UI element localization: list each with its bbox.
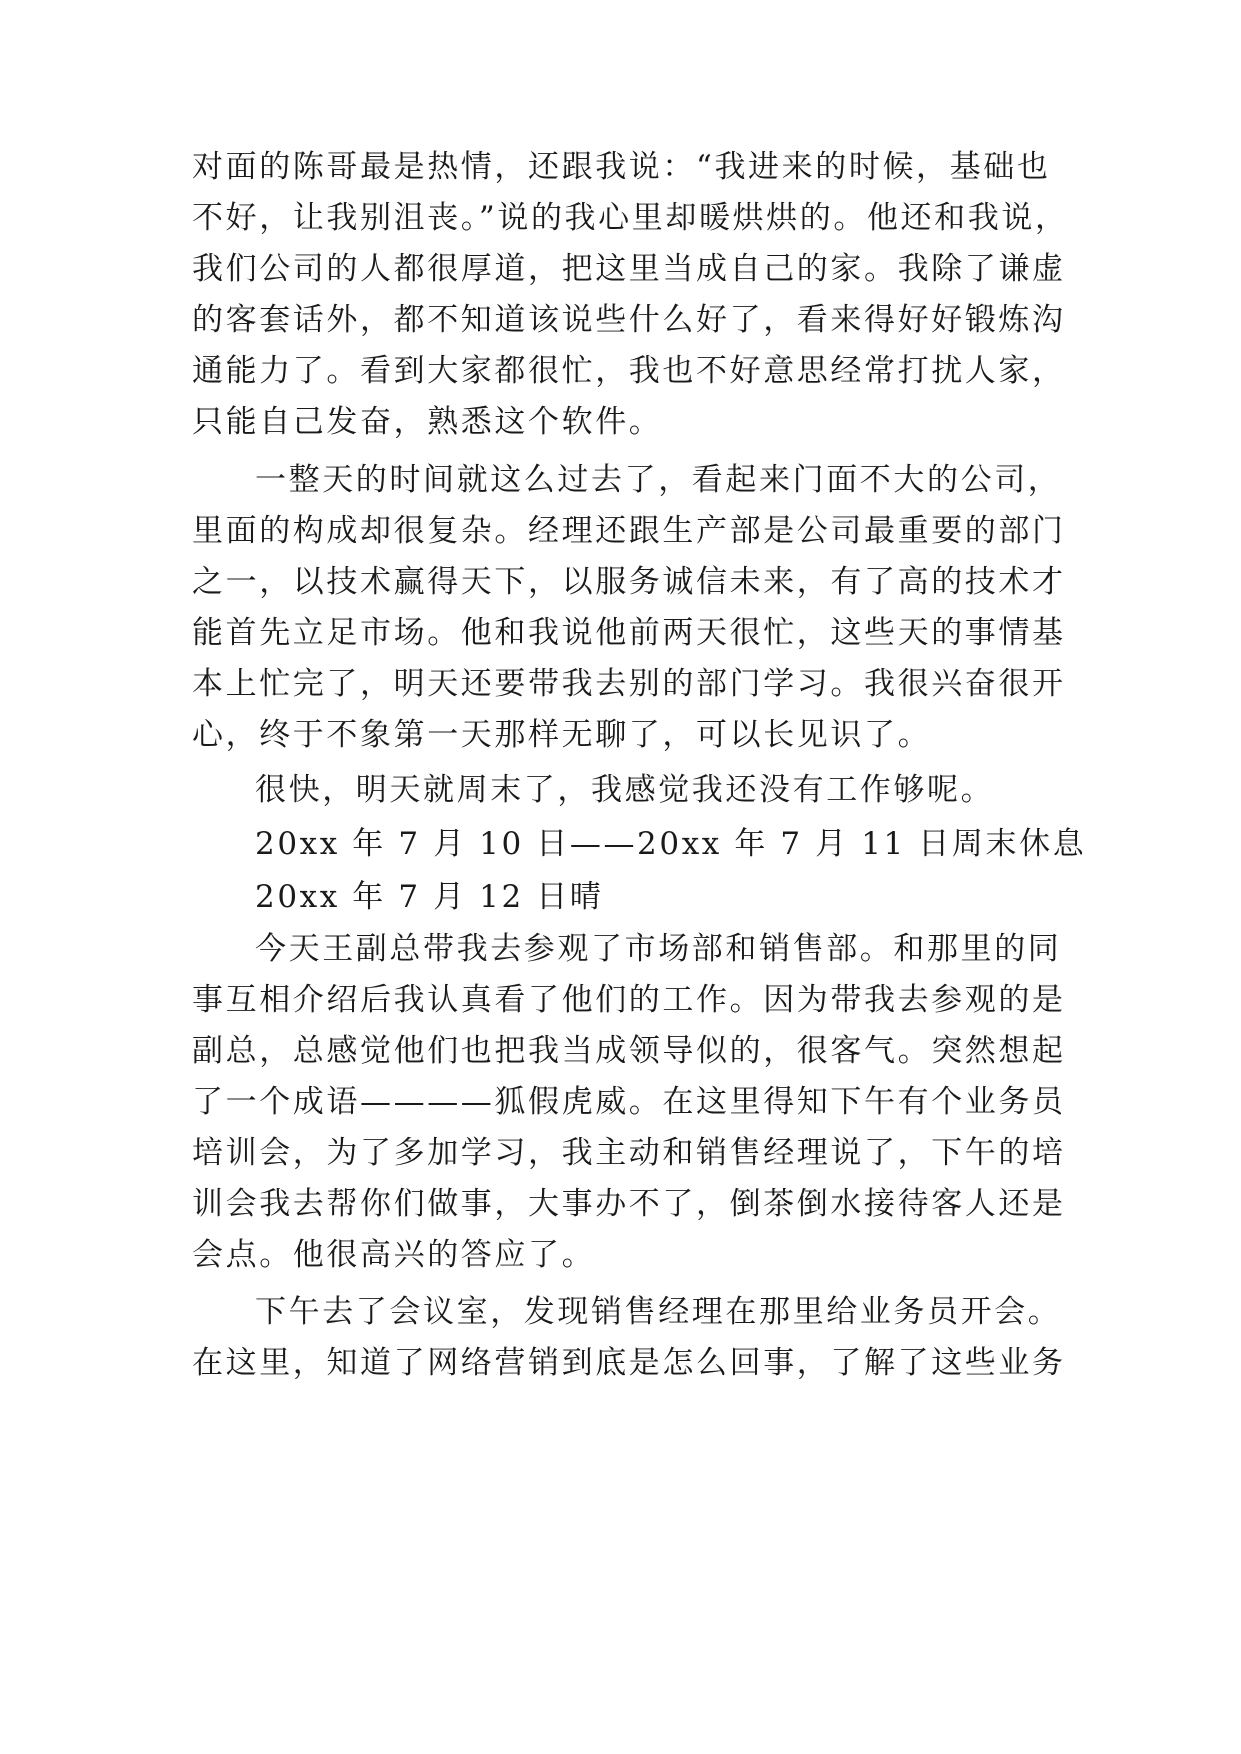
text-line: 通能力了。看到大家都很忙，我也不好意思经常打扰人家， [192, 353, 1066, 389]
text-line: 了一个成语————狐假虎威。在这里得知下午有个业务员 [192, 1084, 1066, 1120]
date-heading: 20xx 年 7 月 10 日——20xx 年 7 月 11 日周末休息 [255, 826, 1087, 862]
paragraph-first-line: 今天王副总带我去参观了市场部和销售部。和那里的同 [255, 931, 1062, 967]
text-line: 在这里，知道了网络营销到底是怎么回事，了解了这些业务 [192, 1345, 1066, 1381]
text-line: 心，终于不象第一天那样无聊了，可以长见识了。 [192, 717, 932, 753]
text-line: 训会我去帮你们做事，大事办不了，倒茶倒水接待客人还是 [192, 1186, 1066, 1222]
text-line: 培训会，为了多加学习，我主动和销售经理说了，下午的培 [192, 1135, 1066, 1171]
text-line: 只能自己发奋，熟悉这个软件。 [192, 404, 663, 440]
text-line: 不好，让我别沮丧。”说的我心里却暖烘烘的。他还和我说， [192, 200, 1069, 236]
text-line: 我们公司的人都很厚道，把这里当成自己的家。我除了谦虚 [192, 251, 1066, 287]
date-heading: 20xx 年 7 月 12 日晴 [255, 879, 604, 915]
text-line: 里面的构成却很复杂。经理还跟生产部是公司最重要的部门 [192, 513, 1066, 549]
text-line: 副总，总感觉他们也把我当成领导似的，很客气。突然想起 [192, 1033, 1066, 1069]
text-line: 本上忙完了，明天还要带我去别的部门学习。我很兴奋很开 [192, 666, 1066, 702]
text-line: 之一，以技术赢得天下，以服务诚信未来，有了高的技术才 [192, 564, 1066, 600]
text-line: 能首先立足市场。他和我说他前两天很忙，这些天的事情基 [192, 615, 1066, 651]
paragraph-first-line: 很快，明天就周末了，我感觉我还没有工作够呢。 [255, 772, 995, 808]
text-line: 会点。他很高兴的答应了。 [192, 1237, 596, 1273]
paragraph-first-line: 一整天的时间就这么过去了，看起来门面不大的公司， [255, 462, 1062, 498]
paragraph-first-line: 下午去了会议室，发现销售经理在那里给业务员开会。 [255, 1294, 1062, 1330]
text-line: 事互相介绍后我认真看了他们的工作。因为带我去参观的是 [192, 982, 1066, 1018]
text-line: 的客套话外，都不知道该说些什么好了，看来得好好锻炼沟 [192, 302, 1066, 338]
text-line: 对面的陈哥最是热情，还跟我说：“我进来的时候，基础也 [192, 149, 1051, 185]
